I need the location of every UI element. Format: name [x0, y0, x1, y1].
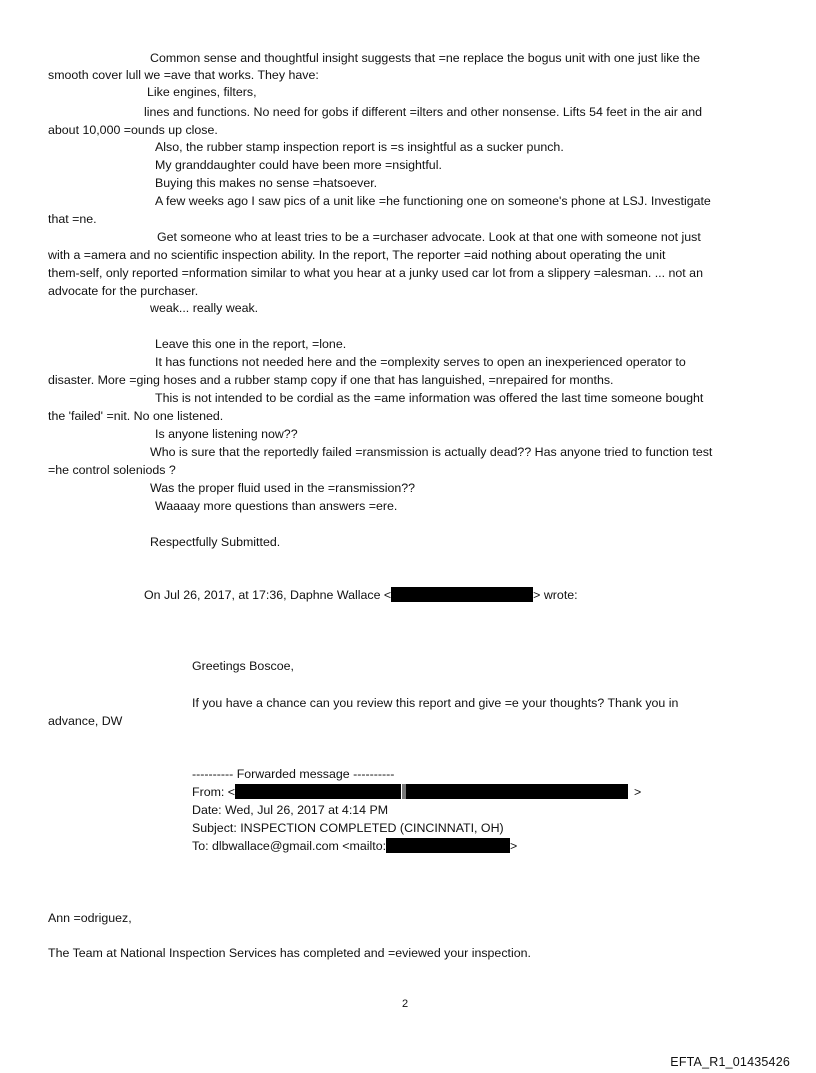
letter-salutation: Ann =odriguez,	[48, 911, 132, 925]
body-line: Was the proper fluid used in the =ransmission??	[150, 481, 416, 495]
forwarded-to	[192, 838, 816, 854]
body-line: Get someone who at least tries to be a =urchaser advocate. Look at that one with someone not just	[157, 230, 701, 244]
reply-line: If you have a chance can you review this report and give =e your thoughts? Thank you in	[192, 696, 679, 710]
body-line: Like engines, filters,	[147, 85, 257, 99]
forwarded-from	[192, 784, 816, 800]
body-line: disaster. More =ging hoses and a rubber stamp copy if one that has languished, =nrepaired for months.	[48, 373, 614, 387]
body-line: Also, the rubber stamp inspection report is =s insightful as a sucker punch.	[155, 140, 564, 154]
body-line: Leave this one in the report, =lone.	[155, 337, 347, 351]
quote-header-prefix: On Jul 26, 2017, at 17:36, Daphne Wallace <	[144, 588, 392, 602]
body-line: lines and functions. No need for gobs if different =ilters and other nonsense. Lifts 54 feet in the air and	[144, 105, 703, 119]
redaction-bar	[386, 838, 510, 853]
forwarded-date: Date: Wed, Jul 26, 2017 at 4:14 PM	[192, 803, 389, 817]
body-line: advocate for the purchaser.	[48, 284, 199, 298]
body-line: them-self, only reported =nformation similar to what you hear at a junky used car lot from a slippery =alesman. ... not an	[48, 266, 703, 280]
reply-greeting: Greetings Boscoe,	[192, 659, 294, 673]
body-line: weak... really weak.	[150, 301, 259, 315]
from-suffix: >	[634, 785, 642, 799]
from-prefix: From: <	[192, 785, 236, 799]
redaction-bar	[391, 587, 533, 602]
quote-header-suffix: > wrote:	[533, 588, 578, 602]
to-prefix: To: dlbwallace@gmail.com <mailto:	[192, 839, 387, 853]
body-line: My granddaughter could have been more =nsightful.	[155, 158, 442, 172]
reply-line: advance, DW	[48, 714, 123, 728]
forwarded-subject: Subject: INSPECTION COMPLETED (CINCINNATI, OH)	[192, 821, 504, 835]
body-line: =he control soleniods ?	[48, 463, 176, 477]
signoff: Respectfully Submitted.	[150, 535, 281, 549]
body-line: smooth cover lull we =ave that works. They have:	[48, 68, 319, 82]
body-line: Common sense and thoughtful insight suggests that =ne replace the bogus unit with one just like the	[150, 51, 701, 65]
body-line: Buying this makes no sense =hatsoever.	[155, 176, 378, 190]
body-line: This is not intended to be cordial as the =ame information was offered the last time someone bought	[155, 391, 704, 405]
body-line: Who is sure that the reportedly failed =ransmission is actually dead?? Has anyone tried to function test	[150, 445, 713, 459]
letter-body: The Team at National Inspection Services has completed and =eviewed your inspection.	[48, 946, 531, 960]
page-number: 2	[402, 998, 409, 1010]
body-line: about 10,000 =ounds up close.	[48, 123, 218, 137]
body-line: A few weeks ago I saw pics of a unit like =he functioning one on someone's phone at LSJ. Investigate	[155, 194, 711, 208]
quote-header	[144, 587, 816, 603]
body-line: the 'failed' =nit. No one listened.	[48, 409, 224, 423]
redaction-bar	[406, 784, 628, 799]
redaction-bar	[235, 784, 401, 799]
forwarded-separator: ---------- Forwarded message ----------	[192, 767, 395, 781]
body-line: with a =amera and no scientific inspection ability. In the report, The reporter =aid nothing about operating the unit	[48, 248, 666, 262]
body-line: Waaaay more questions than answers =ere.	[155, 499, 398, 513]
body-line: Is anyone listening now??	[155, 427, 298, 441]
bates-number: EFTA_R1_01435426	[670, 1055, 790, 1069]
body-line: It has functions not needed here and the =omplexity serves to open an inexperienced operator to	[155, 355, 686, 369]
to-suffix: >	[510, 839, 518, 853]
body-line: that =ne.	[48, 212, 97, 226]
